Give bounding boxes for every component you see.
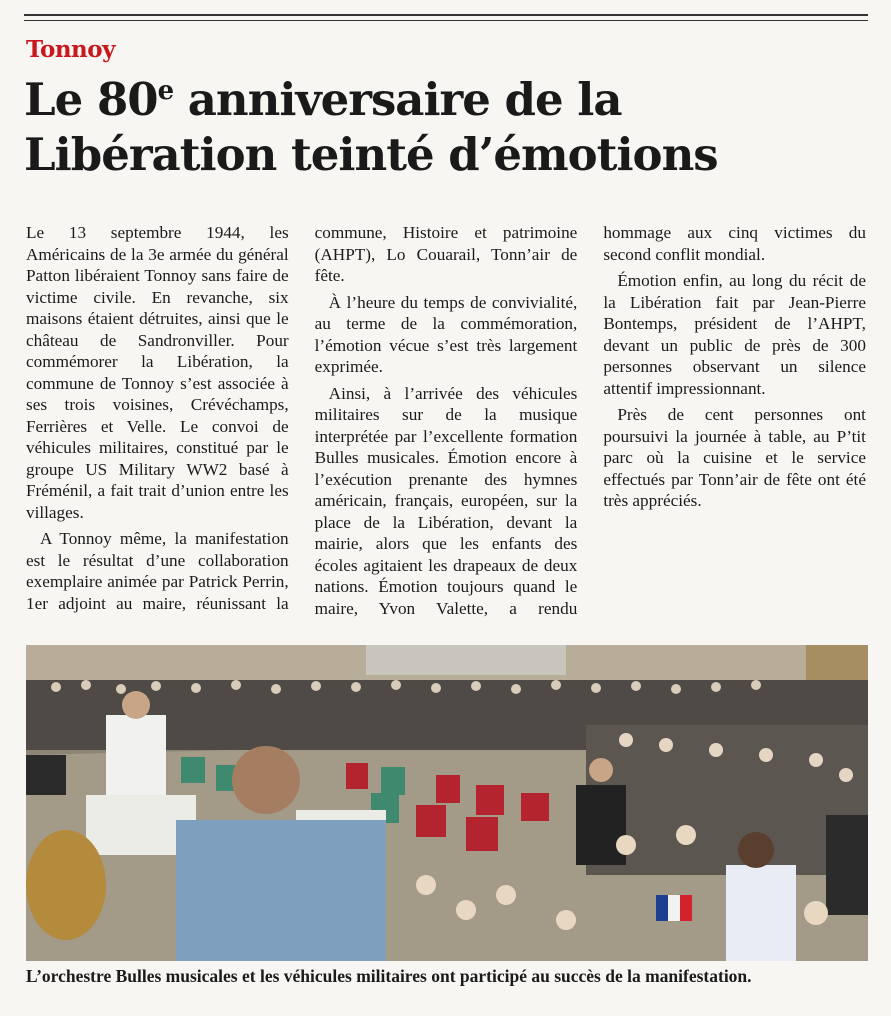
headline-part2: anniversaire de la [173, 73, 622, 126]
paragraph-6: Près de cent personnes ont poursuivi la journée à table, au P’tit parc où la cuisine et le service effectués par Tonn’air de fête ont été très appréciés. [603, 405, 866, 510]
article-body [26, 222, 866, 630]
photo-illustration [26, 645, 868, 961]
paragraph-1: Le 13 septembre 1944, les Américains de la 3e armée du général Patton libéraient Tonnoy sans faire de victime civile. En revanche, six maisons étaient détruites, ainsi que le château de Sandronviller. Pour commémorer la Libération, la commune de Tonnoy s’est associée à ses trois voisines, Crévéchamps, Ferrières et Velle. Le convoi de véhicules militaires, constitué par le groupe US Military WW2 basé à Fréménil, a fait trait d’union entre les villages. [26, 223, 289, 522]
paragraph-4: Ainsi, à l’arrivée des véhicules militaires sur de la musique interprétée par l’excellente formation Bulles musicales. Émotion encore à l’exécution prenante des hymnes américain, français, européen, sur la place de la Libération, devant la mairie, alors que les enfants des écoles agitaient les drapeaux de deux nations. Émotion toujours quand le maire, Yvon Valette, a rendu hommage aux cinq victimes du second conflit mondial. [314, 223, 866, 618]
top-rule-thin [24, 20, 868, 21]
photo-caption: L’orchestre Bulles musicales et les véhicules militaires ont participé au succès de la manifestation. [26, 966, 752, 986]
paragraph-5: Émotion enfin, au long du récit de la Libération fait par Jean-Pierre Bontemps, président de l’AHPT, devant un public de près de 300 personnes observant un silence attentif impressionnant. [603, 271, 866, 398]
paragraph-3: À l’heure du temps de convivialité, au terme de la commémoration, l’émotion vécue s’est très largement exprimée. [314, 292, 578, 376]
top-rule [24, 14, 868, 16]
headline-part1: Le 80 [24, 73, 158, 126]
paragraph-2: A Tonnoy même, la manifestation est le résultat d’une collaboration exemplaire animée par Patrick Perrin, 1er adjoint au maire, réunissant la commune, Histoire et patrimoine (AHPT), Lo Couarail, Tonn’air de fête. [26, 223, 578, 613]
section-kicker: Tonnoy [26, 36, 115, 63]
event-photo [26, 645, 868, 961]
headline-superscript: e [157, 76, 174, 106]
headline [24, 72, 864, 182]
headline-line2: Libération teinté d’émotions [24, 128, 718, 181]
